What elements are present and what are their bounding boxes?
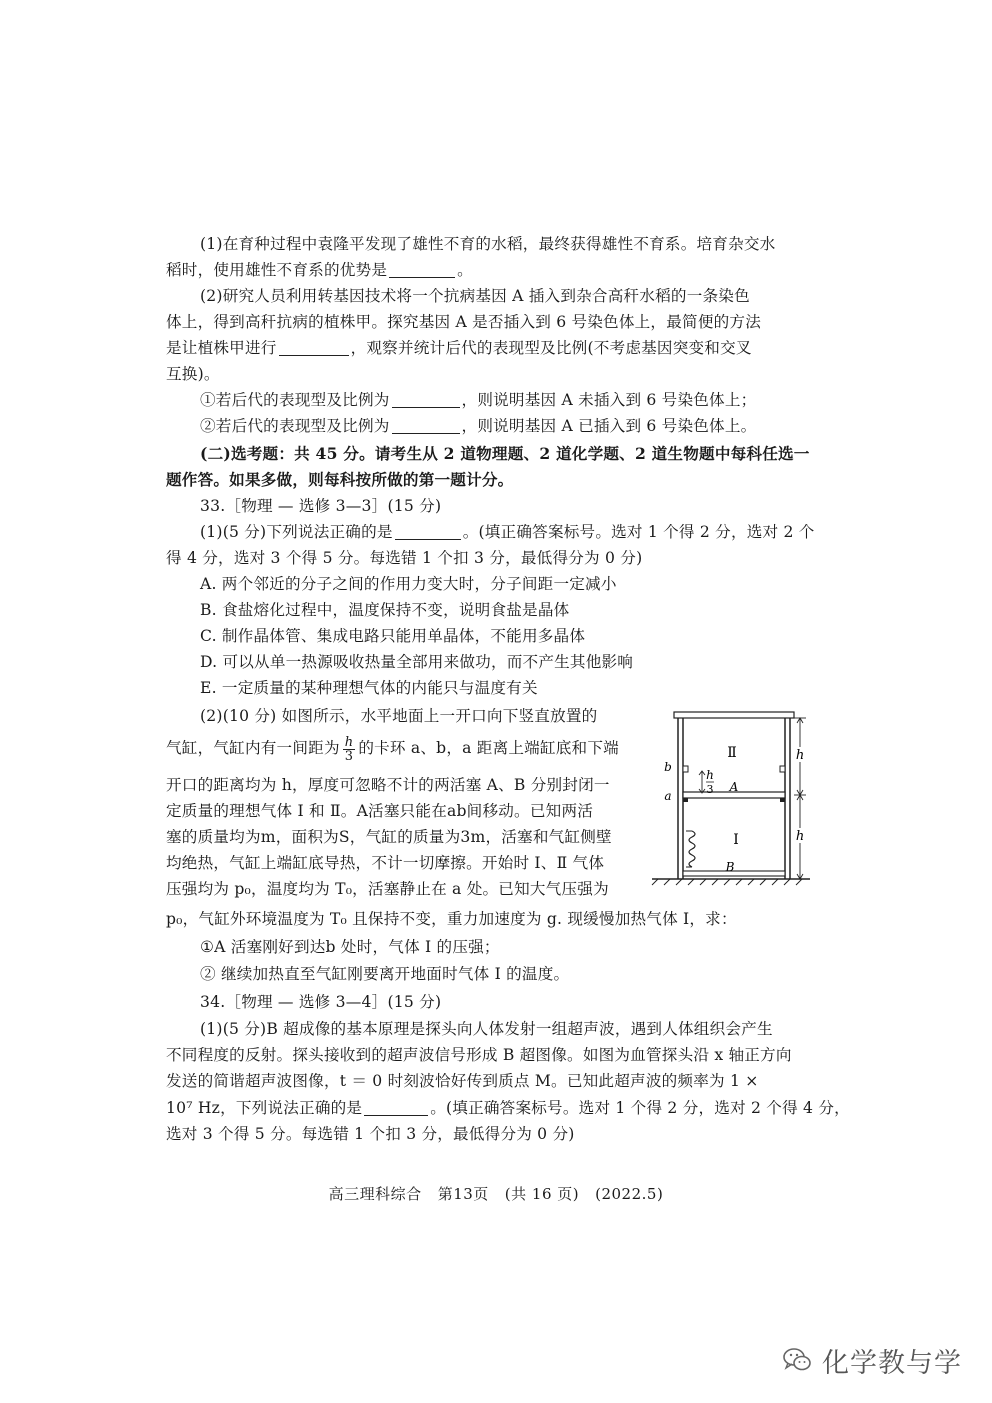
q33-part2-line-3: 开口的距离均为 h，厚度可忽略不计的两活塞 A、B 分别封闭一 bbox=[166, 776, 610, 794]
stop-b-right bbox=[780, 766, 785, 772]
q33-part2-line-4: 定质量的理想气体 Ⅰ 和 Ⅱ。A活塞只能在ab间移动。已知两活 bbox=[166, 802, 594, 820]
dim-h-bottom: h bbox=[795, 829, 805, 844]
dim-h3-num: h bbox=[706, 768, 714, 782]
stop-b-label: b bbox=[664, 760, 672, 774]
gas-I-label: Ⅰ bbox=[733, 832, 739, 848]
watermark-text: 化学教与学 bbox=[822, 1347, 962, 1379]
q33-option-e: E. 一定质量的某种理想气体的内能只与温度有关 bbox=[200, 679, 538, 697]
footer-date: (2022.5) bbox=[595, 1185, 664, 1203]
cylinder-diagram bbox=[650, 703, 820, 895]
q33-option-b: B. 食盐熔化过程中，温度保持不变，说明食盐是晶体 bbox=[200, 601, 570, 619]
ground-hatching bbox=[652, 879, 802, 885]
dim-h-top: h bbox=[795, 748, 805, 763]
bio-line-2: 稻时，使用雄性不育系的优势是 。 bbox=[166, 261, 473, 279]
section-header-line-1: (二)选考题：共 45 分。请考生从 2 道物理题、2 道化学题、2 道生物题中每科任选一 bbox=[200, 444, 810, 463]
answer-blank[interactable] bbox=[279, 339, 349, 356]
cylinder-top-cap bbox=[674, 712, 794, 718]
answer-blank[interactable] bbox=[364, 1099, 428, 1116]
wechat-icon bbox=[782, 1345, 812, 1375]
section-header-line-2: 题作答。如果多做，则每科按所做的第一题计分。 bbox=[166, 470, 514, 489]
q33-part1-line-1: (1)(5 分)下列说法正确的是 。(填正确答案标号。选对 1 个得 2 分，选对 2 个 bbox=[200, 523, 815, 541]
answer-blank[interactable] bbox=[395, 523, 461, 540]
footer-subject: 高三理科综合 bbox=[328, 1185, 422, 1203]
q34-line-1: (1)(5 分)B 超成像的基本原理是探头向人体发射一组超声波，遇到人体组织会产生 bbox=[200, 1020, 773, 1038]
q33-title: 33.［物理 — 选修 3—3］(15 分) bbox=[200, 497, 442, 515]
q34-line-3: 发送的简谐超声波图像，t ＝ 0 时刻波恰好传到质点 M。已知此超声波的频率为 1 × bbox=[166, 1072, 759, 1090]
q33-part2-line-5: 塞的质量均为m，面积为S，气缸的质量为3m，活塞和气缸侧壁 bbox=[166, 828, 612, 846]
heater-coil bbox=[689, 831, 695, 867]
answer-blank[interactable] bbox=[392, 391, 460, 408]
q34-line-5: 选对 3 个得 5 分。每选错 1 个扣 3 分，最低得分为 0 分) bbox=[166, 1125, 575, 1143]
q33-part2-line-6: 均绝热，气缸上端缸底导热，不计一切摩擦。开始时 Ⅰ、Ⅱ 气体 bbox=[166, 854, 605, 872]
stop-a-right bbox=[780, 798, 785, 802]
bio-line-6: 互换)。 bbox=[166, 365, 220, 383]
answer-blank[interactable] bbox=[392, 417, 460, 434]
q33-sub-question-2: ② 继续加热直至气缸刚要离开地面时气体 Ⅰ 的温度。 bbox=[200, 965, 570, 983]
q33-part2-line-1: (2)(10 分) 如图所示，水平地面上一开口向下竖直放置的 bbox=[200, 707, 598, 725]
gas-II-label: Ⅱ bbox=[727, 745, 737, 761]
q33-option-d: D. 可以从单一热源吸收热量全部用来做功，而不产生其他影响 bbox=[200, 653, 634, 671]
bio-line-3: (2)研究人员利用转基因技术将一个抗病基因 A 插入到杂合高秆水稻的一条染色 bbox=[200, 287, 750, 305]
stop-a-label: a bbox=[664, 789, 672, 803]
footer-page: 第13页 bbox=[437, 1185, 489, 1203]
bio-line-1: (1)在育种过程中袁隆平发现了雄性不育的水稻，最终获得雄性不育系。培育杂交水 bbox=[200, 235, 776, 253]
watermark bbox=[782, 1340, 962, 1380]
q33-part2-line-8: p₀，气缸外环境温度为 T₀ 且保持不变，重力加速度为 g. 现缓慢加热气体 Ⅰ，求： bbox=[166, 910, 737, 928]
q34-line-4: 10⁷ Hz，下列说法正确的是 。(填正确答案标号。选对 1 个得 2 分，选对 2 个得 4 分， bbox=[166, 1099, 850, 1117]
bio-line-8: ②若后代的表现型及比例为 ，则说明基因 A 已插入到 6 号染色体上。 bbox=[200, 417, 757, 435]
page-footer bbox=[0, 1183, 992, 1204]
stop-a-left bbox=[683, 798, 688, 802]
piston-a-label: A bbox=[729, 780, 739, 794]
q34-title: 34.［物理 — 选修 3—4］(15 分) bbox=[200, 993, 442, 1011]
q34-line-2: 不同程度的反射。探头接收到的超声波信号形成 B 超图像。如图为血管探头沿 x 轴正方向 bbox=[166, 1046, 792, 1064]
q33-option-a: A. 两个邻近的分子之间的作用力变大时，分子间距一定减小 bbox=[200, 575, 617, 593]
bio-line-7: ①若后代的表现型及比例为 ，则说明基因 A 未插入到 6 号染色体上； bbox=[200, 391, 757, 409]
dim-h3-den: 3 bbox=[706, 783, 714, 796]
fraction-h-over-3: $\frac{h}{3}$ bbox=[344, 734, 354, 764]
bio-line-5: 是让植株甲进行 ，观察并统计后代的表现型及比例(不考虑基因突变和交叉 bbox=[166, 339, 752, 357]
stop-b-left bbox=[683, 766, 688, 772]
q33-part2-line-7: 压强均为 p₀，温度均为 T₀，活塞静止在 a 处。已知大气压强为 bbox=[166, 880, 609, 898]
piston-b-label: B bbox=[725, 860, 735, 874]
q33-option-c: C. 制作晶体管、集成电路只能用单晶体，不能用多晶体 bbox=[200, 627, 586, 645]
answer-blank[interactable] bbox=[389, 261, 455, 278]
footer-total: (共 16 页) bbox=[504, 1185, 580, 1203]
q33-part1-line-2: 得 4 分，选对 3 个得 5 分。每选错 1 个扣 3 分，最低得分为 0 分) bbox=[166, 549, 643, 567]
q33-part2-line-2: 气缸，气缸内有一间距为 $\frac{h}{3}$ 的卡环 a、b，a 距离上端缸底和下端 bbox=[166, 734, 619, 764]
q33-sub-question-1: ①A 活塞刚好到达b 处时，气体 Ⅰ 的压强； bbox=[200, 938, 500, 956]
bio-line-4: 体上，得到高秆抗病的植株甲。探究基因 A 是否插入到 6 号染色体上，最简便的方法 bbox=[166, 313, 761, 331]
